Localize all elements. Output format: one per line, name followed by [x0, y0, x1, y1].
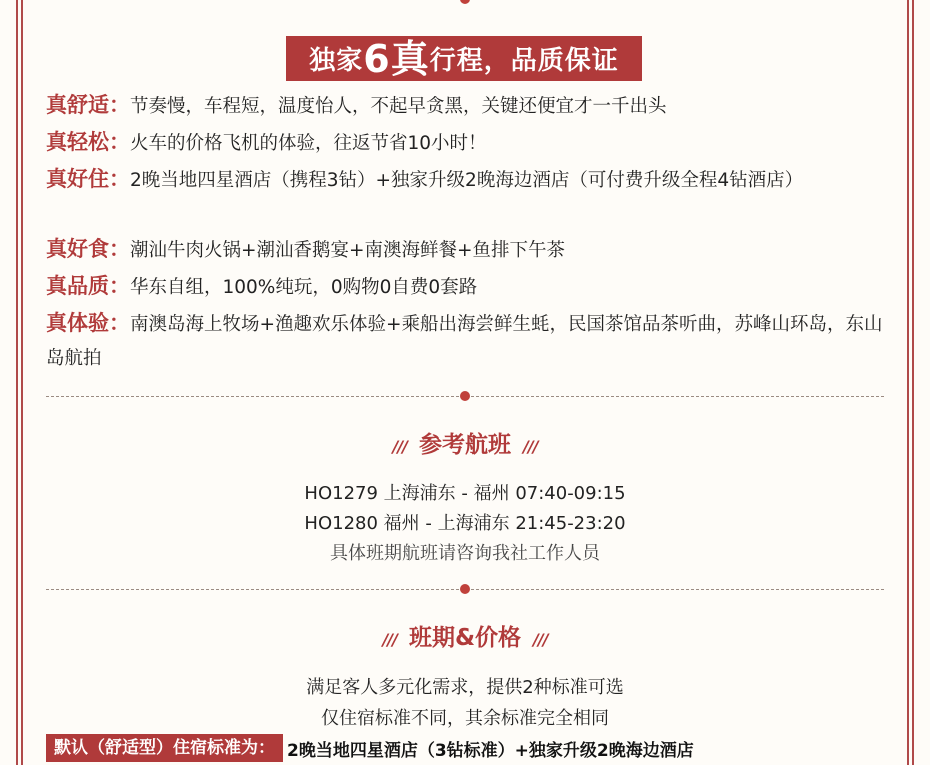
divider-dot: [460, 391, 470, 401]
feature-label: 真舒适：: [46, 93, 130, 117]
feature-text: 节奏慢，车程短，温度怡人，不起早贪黑，关键还便宜才一千出头: [130, 96, 667, 117]
title-big: 6真: [363, 36, 430, 81]
slash-decoration-left: ///: [392, 437, 407, 456]
feature-text: 潮汕牛肉火锅+潮汕香鹅宴+南澳海鲜餐+鱼排下午茶: [130, 240, 566, 261]
divider-dot: [460, 0, 470, 4]
section-divider: [46, 396, 884, 397]
feature-quality: [46, 269, 886, 305]
pricing-line: 满足客人多元化需求，提供2种标准可选: [306, 677, 624, 698]
flight-row: HO1280 福州 - 上海浦东 21:45-23:20: [304, 513, 626, 534]
feature-stay: [46, 162, 886, 198]
section-divider: [46, 589, 884, 590]
flights-heading-text: 参考航班: [419, 432, 511, 458]
slash-decoration-right: ///: [533, 630, 548, 649]
feature-relax: [46, 125, 886, 161]
slash-decoration-left: ///: [382, 630, 397, 649]
flights-note: 具体班期航班请咨询我社工作人员: [330, 543, 600, 564]
pricing-heading-text: 班期&价格: [408, 625, 522, 651]
feature-text: 华东自组，100%纯玩，0购物0自费0套路: [130, 277, 478, 298]
default-standard-value: 2晚当地四星酒店（3钻标准）+独家升级2晚海边酒店: [287, 740, 694, 761]
default-standard-row: [46, 734, 694, 762]
pricing-heading: [0, 619, 930, 652]
title-banner: [286, 36, 642, 81]
default-standard-tag: 默认（舒适型）住宿标准为：: [46, 734, 283, 762]
pricing-line: 仅住宿标准不同，其余标准完全相同: [321, 708, 609, 729]
feature-food: [46, 232, 886, 268]
feature-label: 真好食：: [46, 237, 130, 261]
feature-comfort: [46, 88, 886, 124]
title-prefix: 独家: [309, 46, 364, 76]
slash-decoration-right: ///: [523, 437, 538, 456]
feature-label: 真好住：: [46, 167, 130, 191]
feature-experience: [46, 306, 886, 376]
feature-label: 真轻松：: [46, 130, 130, 154]
title-suffix: 行程，品质保证: [429, 46, 619, 76]
feature-label: 真体验：: [46, 311, 130, 335]
flight-row: HO1279 上海浦东 - 福州 07:40-09:15: [304, 483, 626, 504]
feature-text: 火车的价格飞机的体验，往返节省10小时！: [130, 133, 487, 154]
feature-text: 南澳岛海上牧场+渔趣欢乐体验+乘船出海尝鲜生蚝，民国茶馆品茶听曲，苏峰山环岛，东山岛航拍: [46, 314, 883, 369]
divider-dot: [460, 584, 470, 594]
feature-label: 真品质：: [46, 274, 130, 298]
flights-heading: [0, 426, 930, 459]
feature-text: 2晚当地四星酒店（携程3钻）+独家升级2晚海边酒店（可付费升级全程4钻酒店）: [130, 170, 804, 191]
